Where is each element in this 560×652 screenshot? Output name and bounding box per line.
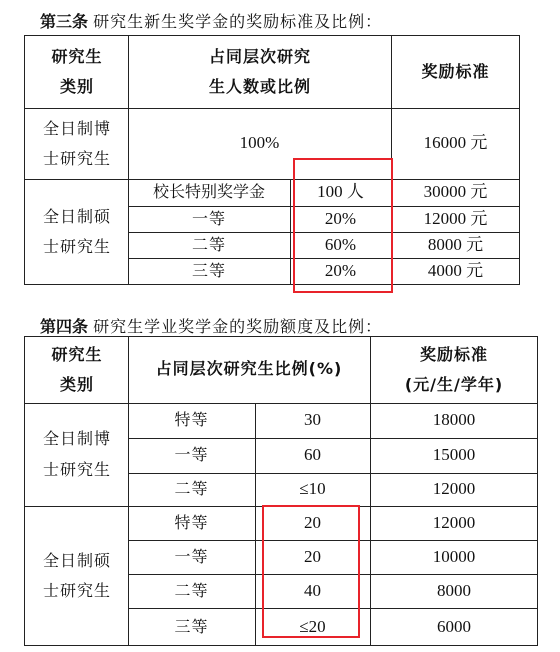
t1-phd-amount: 16000 元 [423, 133, 488, 153]
t1-header-ratio: 占同层次研究 生人数或比例 [208, 46, 311, 96]
section3-title: 研究生新生奖学金的奖励标准及比例： [93, 12, 383, 31]
t1-master-ratio: 60% [324, 234, 357, 254]
t1-phd-category: 全日制博 士研究生 [42, 118, 111, 168]
section4-title: 研究生学业奖学金的奖励额度及比例： [93, 317, 383, 336]
t2-master-ratio: 40 [304, 580, 321, 600]
t1-master-ratio: 20% [324, 208, 357, 228]
t1-master-amount: 12000 元 [423, 208, 488, 228]
t2-master-level: 三等 [174, 616, 209, 636]
t1-master-level: 一等 [191, 208, 226, 228]
t2-phd-ratio: 60 [304, 445, 321, 465]
section3-heading [40, 9, 382, 32]
t2-phd-amount: 12000 [432, 479, 476, 499]
t1-master-ratio: 100 人 [317, 182, 364, 202]
t2-phd-level: 一等 [174, 445, 209, 465]
t2-master-ratio: 20 [304, 512, 321, 532]
t2-master-category: 全日制硕 士研究生 [42, 550, 111, 600]
t1-header-category: 研究生 类别 [51, 46, 103, 96]
t1-master-category: 全日制硕 士研究生 [42, 206, 111, 256]
t2-master-level: 二等 [174, 580, 209, 600]
t1-master-level: 校长特别奖学金 [152, 182, 265, 202]
t1-phd-ratio: 100% [239, 133, 280, 153]
t2-header-amount: 奖励标准 (元/生/学年) [404, 344, 504, 394]
t2-phd-category: 全日制博 士研究生 [42, 429, 111, 479]
section4-heading [40, 314, 382, 337]
t2-phd-ratio: 30 [304, 410, 321, 430]
t2-phd-level: 特等 [174, 410, 209, 430]
t2-phd-amount: 15000 [432, 445, 476, 465]
t1-ratio-highlight-box [293, 158, 393, 293]
t2-header-category: 研究生 类别 [51, 344, 103, 394]
t2-master-level: 特等 [174, 512, 209, 532]
t1-master-amount: 4000 元 [427, 261, 484, 281]
t2-master-amount: 12000 [432, 512, 476, 532]
t2-master-amount: 6000 [437, 616, 471, 636]
t2-master-amount: 8000 [437, 580, 471, 600]
t1-master-amount: 30000 元 [423, 182, 488, 202]
t2-header-ratio: 占同层次研究生比例(%) [155, 359, 343, 379]
t2-ratio-highlight-box [262, 505, 360, 638]
t2-master-ratio: 20 [304, 546, 321, 566]
t1-master-amount: 8000 元 [427, 234, 484, 254]
section3-article-label: 第三条 [40, 12, 89, 31]
section4-article-label: 第四条 [40, 317, 89, 336]
t2-master-ratio: ≤20 [299, 616, 326, 636]
t1-header-amount: 奖励标准 [421, 61, 490, 81]
t2-master-level: 一等 [174, 546, 209, 566]
t1-master-level: 二等 [191, 234, 226, 254]
t2-phd-ratio: ≤10 [299, 479, 326, 499]
t2-phd-amount: 18000 [432, 410, 476, 430]
t2-phd-level: 二等 [174, 479, 209, 499]
t2-master-amount: 10000 [432, 546, 476, 566]
t1-master-ratio: 20% [324, 261, 357, 281]
t1-master-level: 三等 [191, 261, 226, 281]
